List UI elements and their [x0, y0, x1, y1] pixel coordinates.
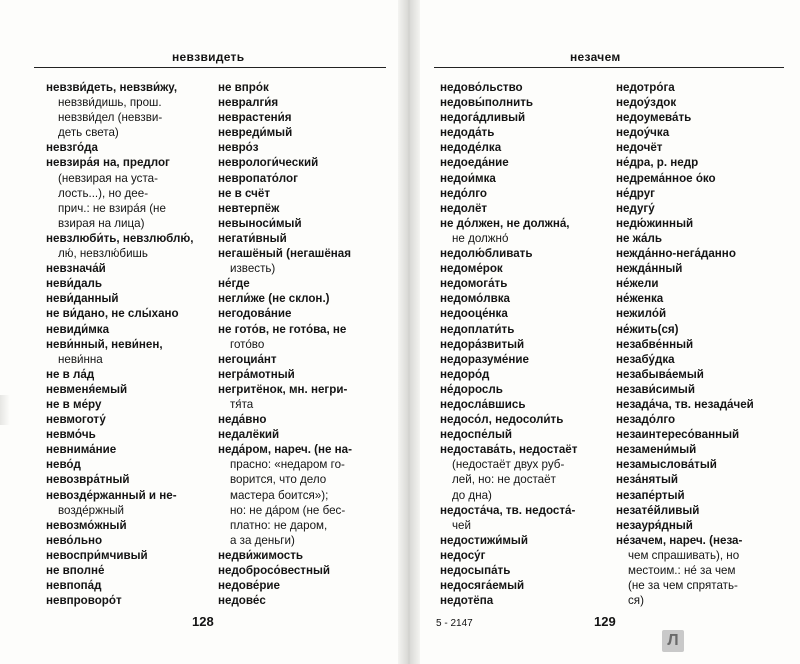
header-rule — [434, 67, 784, 68]
dictionary-entry-line: а за деньги) — [230, 533, 295, 547]
dictionary-entry-line: недово́льство — [440, 81, 523, 94]
dictionary-entry-line: невзира́я на, предлог — [46, 156, 170, 170]
dictionary-entry-line: недоумева́ть — [616, 111, 692, 125]
dictionary-entry-line: недомо́лвка — [440, 292, 510, 306]
dictionary-entry-line: незабыва́емый — [616, 367, 704, 381]
dictionary-entry-line: невозде́ржанный и не- — [46, 488, 177, 502]
dictionary-entry-line: нежда́нный — [616, 262, 683, 276]
dictionary-entry-line: до дна) — [452, 488, 492, 502]
dictionary-entry-line: не́дра, р. недр — [616, 156, 699, 170]
dictionary-entry-line: незада́ча, тв. незада́чей — [616, 397, 754, 411]
dictionary-entry-line: невтерпёж — [218, 201, 280, 215]
dictionary-entry-line: нежда́нно-нега́данно — [616, 247, 736, 261]
dictionary-entry-line: незатéйливый — [616, 503, 700, 517]
dictionary-entry-line: не́жели — [616, 277, 659, 291]
dictionary-entry-line: взирая на лица) — [58, 216, 145, 230]
dictionary-entry-line: лость...), но дее- — [58, 186, 149, 200]
dictionary-entry-line: не в ме́ру — [46, 397, 102, 411]
dictionary-entry-line: ворится, что дело — [230, 473, 327, 487]
dictionary-entry-line: недора́звитый — [440, 337, 525, 351]
dictionary-entry-line: возде́ржный — [58, 503, 125, 517]
dictionary-entry-line: лю́, невзлю́бишь — [58, 247, 148, 261]
book-gutter — [398, 0, 420, 664]
dictionary-entry-line: не вполне́ — [46, 564, 105, 577]
dictionary-entry-line: невозвра́тный — [46, 473, 130, 487]
dictionary-entry-line: недоде́лка — [440, 141, 502, 155]
page-number: 128 — [192, 614, 214, 629]
dictionary-entry-line: нево́д — [46, 458, 81, 472]
dictionary-entry-line: недода́ть — [440, 126, 495, 140]
dictionary-entry-line: недолю́бливать — [440, 247, 533, 261]
dictionary-entry-line: недоу́чка — [616, 126, 670, 140]
dictionary-entry-line: незави́симый — [616, 382, 695, 396]
dictionary-entry-line: недои́мка — [440, 171, 496, 185]
dictionary-entry-line: (недостаёт двух руб- — [452, 458, 565, 472]
dictionary-entry-line: недооце́нка — [440, 307, 508, 321]
dictionary-entry-line: чей — [452, 518, 471, 532]
dictionary-entry-line: невзви́дел (невзви- — [58, 111, 163, 125]
dictionary-entry-line: гото́во — [230, 337, 265, 351]
dictionary-entry-line: недостава́ть, недостаёт — [440, 443, 578, 457]
entry-column-2 — [218, 80, 352, 608]
dictionary-entry-line: платно: не даром, — [230, 518, 328, 532]
dictionary-entry-line: не в ла́д — [46, 367, 95, 381]
dictionary-entry-line: неврологи́ческий — [218, 156, 319, 170]
dictionary-entry-line: незауря́дный — [616, 518, 693, 532]
dictionary-entry-line: негли́же (не склон.) — [218, 292, 330, 306]
dictionary-entry-line: чем спрашивать), но — [628, 548, 740, 562]
header-rule — [34, 67, 386, 68]
dictionary-entry-line: не́зачем, нареч. (неза- — [616, 533, 743, 547]
dictionary-entry-line: недолёт — [440, 201, 488, 215]
dictionary-entry-line: недостижи́мый — [440, 533, 528, 547]
right-page — [420, 0, 800, 664]
dictionary-entry-line: не́друг — [616, 186, 656, 200]
dictionary-entry-line: мастера боится»); — [230, 488, 329, 502]
dictionary-entry-line: неви́данный — [46, 292, 119, 306]
dictionary-entry-line: неви́нный, неви́нен, — [46, 337, 163, 351]
dictionary-entry-line: недугу́ — [616, 201, 655, 215]
dictionary-entry-line: невпроворо́т — [46, 594, 122, 608]
dictionary-entry-line: невмоготу́ — [46, 413, 106, 427]
dictionary-entry-line: известь) — [230, 262, 276, 276]
running-head: невзвидеть — [172, 50, 245, 64]
dictionary-entry-line: не ви́дано, не слы́хано — [46, 307, 179, 321]
dictionary-entry-line: недосла́вшись — [440, 397, 526, 411]
dictionary-entry-line: недоеда́ние — [440, 156, 509, 170]
dictionary-entry-line: тя́та — [230, 397, 254, 411]
dictionary-entry-line: не́жить(ся) — [616, 322, 679, 336]
dictionary-entry-line: недове́с — [218, 594, 266, 608]
dictionary-entry-line: невзго́да — [46, 141, 98, 155]
dictionary-entry-line: прич.: не взира́я (не — [58, 201, 166, 215]
dictionary-entry-line: невнима́ние — [46, 443, 117, 457]
dictionary-entry-line: незабве́нный — [616, 337, 694, 351]
dictionary-entry-line: (невзирая на уста- — [58, 171, 158, 185]
printer-signature: 5 - 2147 — [436, 618, 473, 629]
dictionary-entry-line: недочёт — [616, 141, 663, 155]
entry-column-1 — [440, 80, 577, 608]
dictionary-entry-line: недога́дливый — [440, 111, 526, 125]
dictionary-entry-line: недосяга́емый — [440, 579, 525, 593]
dictionary-entry-line: негати́вный — [218, 231, 287, 245]
dictionary-entry-line: невралги́я — [218, 96, 279, 110]
dictionary-entry-line: невреди́мый — [218, 126, 293, 140]
dictionary-entry-line: недовы́полнить — [440, 96, 534, 110]
dictionary-entry-line: неда́ром, нареч. (не на- — [218, 443, 352, 457]
dictionary-entry-line: неда́вно — [218, 413, 267, 427]
dictionary-entry-line: не́где — [218, 277, 250, 291]
dictionary-entry-line: невмо́чь — [46, 428, 96, 442]
running-head: незачем — [570, 50, 621, 64]
dictionary-entry-line: неврастени́я — [218, 111, 292, 125]
dictionary-entry-line: невзви́дишь, прош. — [58, 96, 162, 110]
dictionary-entry-line: не в счёт — [218, 186, 271, 200]
dictionary-entry-line: не должно́ — [452, 231, 509, 245]
dictionary-entry-line: неза́нятый — [616, 473, 678, 487]
dictionary-entry-line: невоспри́мчивый — [46, 548, 148, 562]
dictionary-entry-line: не впро́к — [218, 81, 269, 94]
dictionary-entry-line: неви́нна — [58, 352, 103, 366]
dictionary-entry-line: невменя́емый — [46, 382, 128, 396]
dictionary-entry-line: негодова́ние — [218, 307, 292, 321]
dictionary-entry-line: негашёный (негашёная — [218, 247, 352, 261]
page-number: 129 — [594, 614, 616, 629]
dictionary-entry-line: недоплати́ть — [440, 322, 515, 336]
dictionary-entry-line: невропато́лог — [218, 171, 298, 185]
dictionary-entry-line: недалёкий — [218, 428, 280, 442]
dictionary-entry-line: невозмо́жный — [46, 518, 127, 532]
entry-column-1 — [46, 80, 194, 608]
dictionary-entry-line: недоста́ча, тв. недоста́- — [440, 503, 576, 517]
dictionary-entry-line: недо́лго — [440, 186, 488, 200]
dictionary-entry-line: недосыпа́ть — [440, 564, 511, 577]
dictionary-entry-line: не гото́в, не гото́ва, не — [218, 322, 347, 336]
dictionary-entry-line: недотёпа — [440, 594, 494, 608]
dictionary-entry-line: но: не да́ром (не бес- — [230, 503, 346, 517]
dictionary-entry-line: незамени́мый — [616, 443, 697, 457]
dictionary-entry-line: ся) — [628, 594, 644, 608]
dictionary-entry-line: незабу́дка — [616, 352, 675, 366]
dictionary-entry-line: не жа́ль — [616, 231, 662, 245]
dictionary-entry-line: не до́лжен, не должна́, — [440, 216, 570, 230]
left-page — [0, 0, 398, 664]
dictionary-entry-line: негоциа́нт — [218, 352, 277, 366]
dictionary-entry-line: недоме́рок — [440, 262, 503, 276]
dictionary-entry-line: нево́льно — [46, 533, 103, 547]
dictionary-entry-line: невзнача́й — [46, 262, 106, 276]
dictionary-entry-line: недоразуме́ние — [440, 352, 529, 366]
dictionary-entry-line: не́женка — [616, 292, 664, 306]
dictionary-entry-line: нежило́й — [616, 307, 667, 321]
dictionary-entry-line: недви́жимость — [218, 548, 304, 562]
dictionary-entry-line: деть света) — [58, 126, 119, 140]
dictionary-entry-line: незапе́ртый — [616, 488, 685, 502]
dictionary-entry-line: невпопа́д — [46, 579, 102, 593]
dictionary-entry-line: невро́з — [218, 141, 259, 155]
dictionary-entry-line: невзлюби́ть, невзлюблю́, — [46, 231, 194, 245]
dictionary-entry-line: недрема́нное о́ко — [616, 171, 716, 185]
dictionary-entry-line: неви́даль — [46, 277, 103, 291]
dictionary-entry-line: невиди́мка — [46, 322, 110, 336]
dictionary-entry-line: прасно: «недаром го- — [230, 458, 345, 472]
dictionary-entry-line: недоро́д — [440, 367, 490, 381]
dictionary-entry-line: недосу́г — [440, 548, 486, 562]
dictionary-entry-line: незадо́лго — [616, 413, 676, 427]
dictionary-entry-line: лей, но: не достаёт — [452, 473, 556, 487]
dictionary-entry-line: недоспе́лый — [440, 428, 513, 442]
entry-column-2 — [616, 80, 754, 608]
dictionary-entry-line: невзви́деть, невзви́жу, — [46, 81, 178, 94]
dictionary-entry-line: недомога́ть — [440, 277, 508, 291]
dictionary-entry-line: недоу́здок — [616, 96, 677, 110]
dictionary-entry-line: не́доросль — [440, 382, 503, 396]
dictionary-entry-line: негритёнок, мн. негри- — [218, 382, 348, 396]
dictionary-entry-line: местоим.: не́ за чем — [628, 564, 736, 577]
dictionary-entry-line: негра́мотный — [218, 367, 295, 381]
dictionary-entry-line: незамыслова́тый — [616, 458, 717, 472]
dictionary-entry-line: незаинтересо́ванный — [616, 428, 740, 442]
dictionary-entry-line: (не за чем спрятать- — [628, 579, 738, 593]
publisher-logo-icon: Л — [662, 630, 684, 652]
dictionary-entry-line: недове́рие — [218, 579, 280, 593]
dictionary-entry-line: недосо́л, недосоли́ть — [440, 413, 564, 427]
dictionary-entry-line: недю́жинный — [616, 216, 694, 230]
dictionary-entry-line: недотро́га — [616, 81, 675, 94]
dictionary-entry-line: недобросо́вестный — [218, 564, 331, 577]
dictionary-entry-line: невыноси́мый — [218, 216, 302, 230]
